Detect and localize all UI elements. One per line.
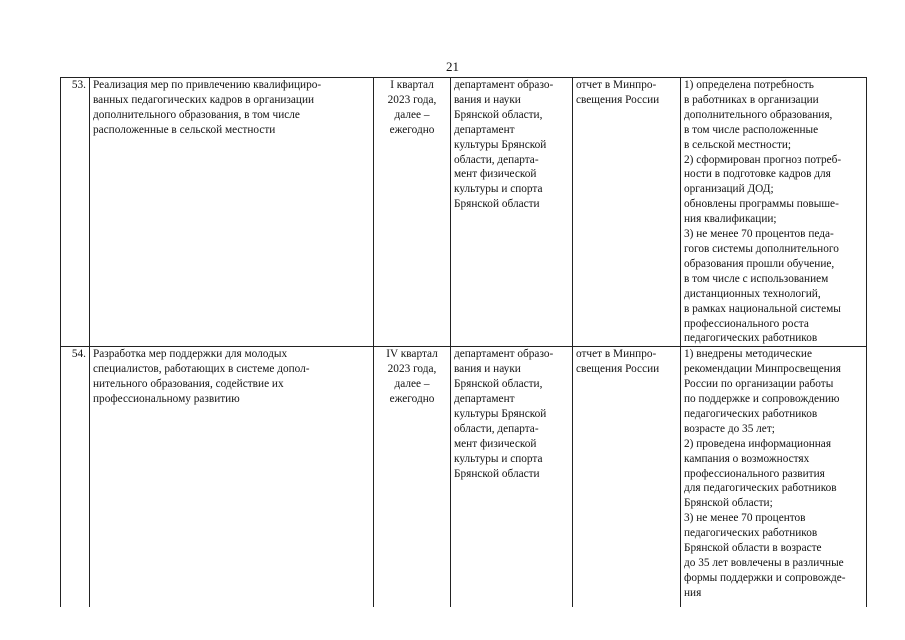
text-line: в сельской местности; (684, 138, 792, 151)
text-line: ежегодно (389, 393, 435, 406)
text-line: профессионального роста (684, 317, 809, 330)
text-line: мент физической (454, 168, 537, 181)
text-line: для педагогических работников (684, 482, 837, 495)
text-line: дополнительного образования, в том числе (93, 108, 300, 121)
text-line: 2023 года, (387, 93, 437, 106)
text-line: свещения России (576, 93, 660, 106)
text-line: Брянской области, (454, 108, 543, 121)
text-line: отчет в Минпро- (576, 79, 657, 91)
row-number: 54. (61, 347, 90, 608)
executor-cell (451, 78, 573, 347)
text-line: образования прошли обучение, (684, 257, 835, 270)
text-line: области, департа- (454, 153, 539, 166)
text-line: нительного образования, содействие их (93, 378, 284, 391)
text-line: далее – (394, 378, 430, 391)
report-form-cell (573, 78, 681, 347)
text-line: по поддержке и сопровождению (684, 393, 840, 406)
measure-title (90, 347, 374, 608)
result-cell (681, 78, 867, 347)
text-line: ности в подготовке кадров для (684, 168, 831, 181)
text-line: организаций ДОД; (684, 183, 774, 196)
deadline-cell (374, 347, 451, 608)
text-line: профессионального развития (684, 467, 825, 480)
text-line: гогов системы дополнительного (684, 242, 839, 255)
text-line: вания и науки (454, 93, 521, 106)
text-line: Брянской области, (454, 378, 543, 391)
text-line: мент физической (454, 437, 537, 450)
deadline-cell (374, 78, 451, 347)
text-line: Брянской области (454, 198, 540, 211)
text-line: департамент образо- (454, 79, 554, 91)
text-line: культуры Брянской (454, 407, 547, 420)
text-line: в том числе с использованием (684, 272, 829, 285)
table-row (61, 347, 867, 608)
text-line: Брянской области (454, 467, 540, 480)
text-line: культуры и спорта (454, 452, 543, 465)
text-line: до 35 лет вовлечены в различные (684, 557, 844, 569)
text-line: IV квартал (386, 348, 438, 361)
text-line: ванных педагогических кадров в организации (93, 93, 315, 106)
text-line: возрасте до 35 лет; (684, 422, 775, 435)
text-line: Брянской области в возрасте (684, 542, 822, 555)
text-line: департамент образо- (454, 348, 554, 361)
text-line: 2023 года, (387, 363, 437, 376)
text-line: в рамках национальной системы (684, 302, 841, 315)
text-line: департамент (454, 123, 515, 136)
table-row (61, 78, 867, 347)
text-line: 1) определена потребность (684, 79, 814, 91)
text-line: 1) внедрены методические (684, 348, 812, 361)
text-line: ежегодно (389, 123, 435, 136)
text-line: рекомендации Минпросвещения (684, 363, 841, 376)
executor-cell (451, 347, 573, 608)
text-line: расположенные в сельской местности (93, 123, 276, 136)
text-line: далее – (394, 108, 430, 121)
text-line: педагогических работников (684, 527, 818, 540)
text-line: свещения России (576, 363, 660, 376)
text-line: педагогических работников (684, 407, 818, 420)
text-line: культуры Брянской (454, 138, 547, 151)
text-line: 2) проведена информационная (684, 437, 832, 450)
text-line: области, департа- (454, 422, 539, 435)
report-form-cell (573, 347, 681, 608)
text-line: профессиональному развитию (93, 393, 240, 406)
text-line: 2) сформирован прогноз потреб- (684, 153, 842, 166)
text-line: 3) не менее 70 процентов (684, 512, 806, 525)
row-number: 53. (61, 78, 90, 347)
measures-table (60, 77, 867, 607)
text-line: ния (684, 586, 702, 599)
text-line: департамент (454, 393, 515, 406)
text-line: Разработка мер поддержки для молодых (93, 348, 288, 361)
text-line: вания и науки (454, 363, 521, 376)
text-line: ния квалификации; (684, 213, 777, 226)
result-cell (681, 347, 867, 608)
text-line: кампания о возможностях (684, 452, 810, 465)
text-line: I квартал (390, 79, 434, 91)
text-line: дополнительного образования, (684, 108, 833, 121)
text-line: дистанционных технологий, (684, 287, 821, 300)
text-line: культуры и спорта (454, 183, 543, 196)
text-line: Реализация мер по привлечению квалифициро- (93, 79, 322, 91)
text-line: отчет в Минпро- (576, 348, 657, 361)
text-line: Брянской области; (684, 497, 773, 510)
measure-title (90, 78, 374, 347)
text-line: специалистов, работающих в системе допол- (93, 363, 310, 376)
page-number: 21 (446, 59, 459, 74)
text-line: 3) не менее 70 процентов педа- (684, 228, 834, 241)
text-line: России по организации работы (684, 378, 834, 391)
text-line: педагогических работников (684, 332, 818, 345)
text-line: в работниках в организации (684, 93, 819, 106)
text-line: обновлены программы повыше- (684, 198, 839, 211)
text-line: формы поддержки и сопровожде- (684, 571, 846, 584)
text-line: в том числе расположенные (684, 123, 819, 136)
